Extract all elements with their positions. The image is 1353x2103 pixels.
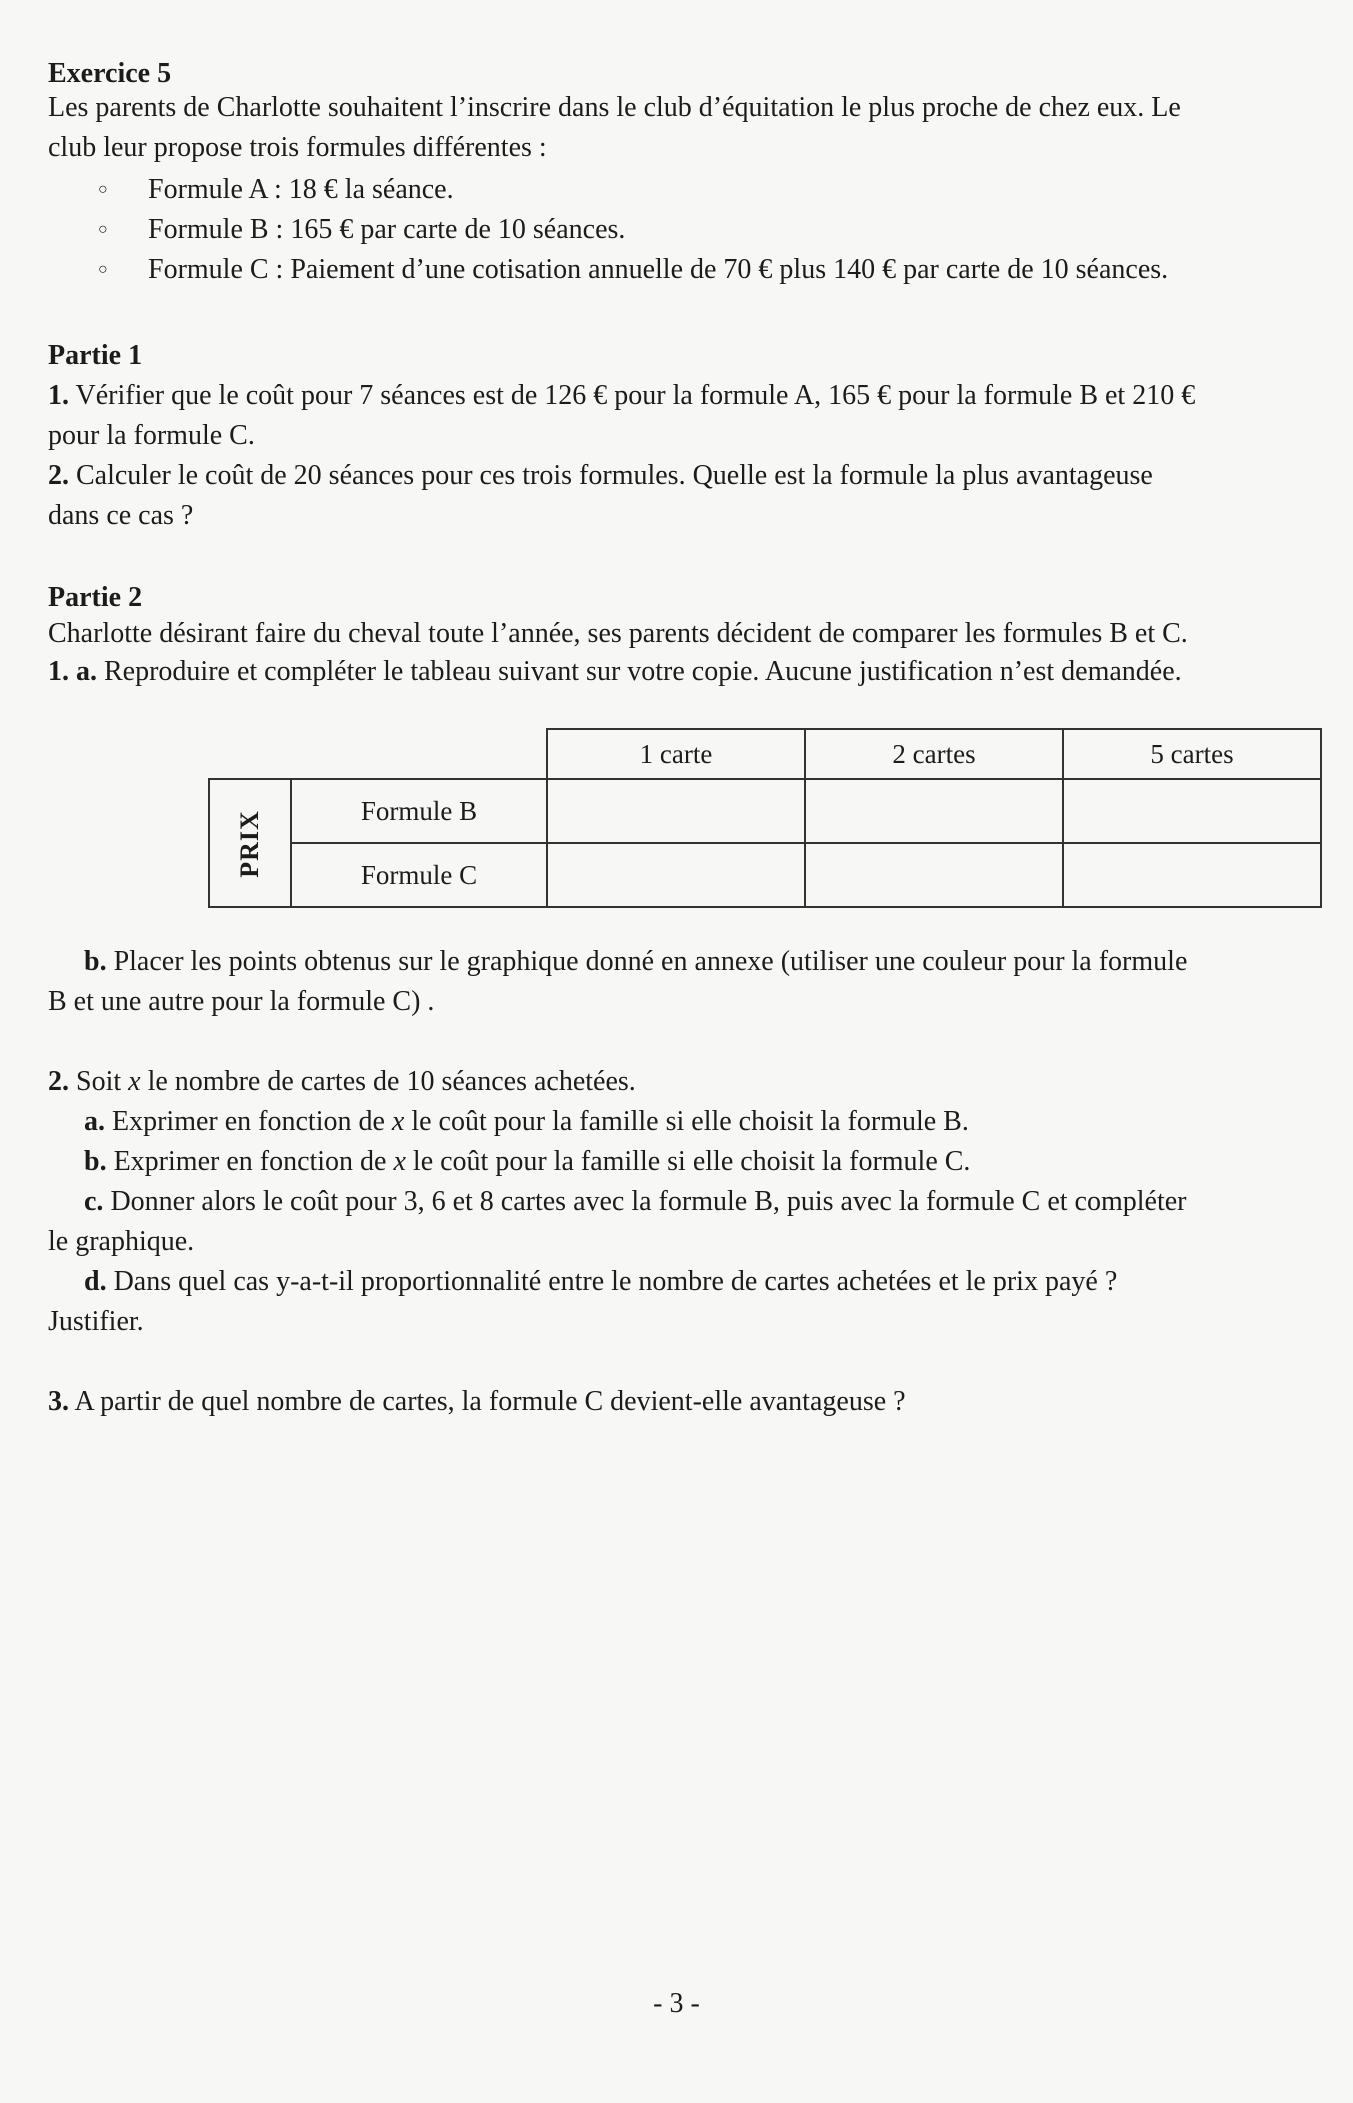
exercise-intro bbox=[48, 88, 1318, 168]
bullet-icon: ○ bbox=[98, 221, 108, 238]
price-table bbox=[208, 728, 1322, 908]
q-number: 2. bbox=[48, 1066, 69, 1097]
table-cell bbox=[805, 843, 1063, 907]
q2-line-2: dans ce cas ? bbox=[48, 500, 194, 531]
table-cell bbox=[805, 779, 1063, 843]
partie2-q1a bbox=[48, 652, 1318, 692]
q2d-line-1: Dans quel cas y-a-t-il proportionnalité entre le nombre de cartes achetées et le prix payé ? bbox=[113, 1266, 1118, 1297]
q-number: d. bbox=[84, 1266, 107, 1297]
formula-c: Formule C : Paiement d’une cotisation annuelle de 70 € plus 140 € par carte de 10 séances. bbox=[148, 254, 1169, 285]
row-label: Formule B bbox=[291, 779, 547, 843]
partie2-q2 bbox=[48, 1062, 1318, 1102]
partie2-q1b bbox=[48, 942, 1318, 1022]
variable-x: x bbox=[128, 1066, 141, 1097]
formula-a: Formule A : 18 € la séance. bbox=[148, 174, 454, 205]
q-number: 3. bbox=[48, 1386, 69, 1417]
side-label: PRIX bbox=[235, 809, 264, 878]
q-number: b. bbox=[84, 1146, 107, 1177]
table-row bbox=[209, 843, 1321, 907]
table-cell bbox=[547, 779, 805, 843]
q2b-pre: Exprimer en fonction de bbox=[113, 1146, 387, 1177]
q-number: 1. bbox=[48, 380, 69, 411]
partie2-q2c bbox=[48, 1182, 1318, 1262]
q1b-line-2: B et une autre pour la formule C) . bbox=[48, 986, 435, 1017]
bullet-icon: ○ bbox=[98, 181, 108, 198]
partie1-title: Partie 1 bbox=[48, 340, 143, 371]
list-item bbox=[88, 170, 1318, 210]
formula-list bbox=[88, 170, 1318, 290]
table-cell bbox=[1063, 843, 1321, 907]
formula-b: Formule B : 165 € par carte de 10 séances. bbox=[148, 214, 626, 245]
partie2-intro: Charlotte désirant faire du cheval toute l’année, ses parents décident de comparer les formules B et C. bbox=[48, 618, 1188, 649]
table-cell bbox=[1063, 779, 1321, 843]
exercise-title: Exercice 5 bbox=[48, 58, 172, 89]
q2-pre: Soit bbox=[76, 1066, 122, 1097]
q1-line-2: pour la formule C. bbox=[48, 420, 255, 451]
q2b-post: le coût pour la famille si elle choisit la formule C. bbox=[412, 1146, 971, 1177]
q2c-line-1: Donner alors le coût pour 3, 6 et 8 cartes avec la formule B, puis avec la formule C et compléter bbox=[110, 1186, 1187, 1217]
partie2-q2b bbox=[48, 1142, 1318, 1182]
q2a-post: le coût pour la famille si elle choisit la formule B. bbox=[411, 1106, 969, 1137]
column-header: 2 cartes bbox=[805, 729, 1063, 779]
q2a-pre: Exprimer en fonction de bbox=[112, 1106, 385, 1137]
partie2-q2d bbox=[48, 1262, 1318, 1342]
q1a-text: Reproduire et compléter le tableau suivant sur votre copie. Aucune justification n’est demandée. bbox=[104, 656, 1182, 687]
partie1-q1 bbox=[48, 376, 1318, 456]
list-item bbox=[88, 250, 1318, 290]
q3-text: A partir de quel nombre de cartes, la formule C devient-elle avantageuse ? bbox=[74, 1386, 906, 1417]
q-number: b. bbox=[84, 946, 107, 977]
q-number: c. bbox=[84, 1186, 104, 1217]
list-item bbox=[88, 210, 1318, 250]
q1-line-1: Vérifier que le coût pour 7 séances est de 126 € pour la formule A, 165 € pour la formule B et 210 € bbox=[75, 380, 1196, 411]
row-label: Formule C bbox=[291, 843, 547, 907]
q2-line-1: Calculer le coût de 20 séances pour ces trois formules. Quelle est la formule la plus avantageuse bbox=[76, 460, 1153, 491]
q-number: 1. a. bbox=[48, 656, 97, 687]
intro-line-1: Les parents de Charlotte souhaitent l’inscrire dans le club d’équitation le plus proche de chez eux. Le bbox=[48, 92, 1181, 123]
q2c-line-2: le graphique. bbox=[48, 1226, 195, 1257]
table-cell bbox=[547, 843, 805, 907]
q1b-line-1: Placer les points obtenus sur le graphique donné en annexe (utiliser une couleur pour la formule bbox=[113, 946, 1188, 977]
intro-line-2: club leur propose trois formules différentes : bbox=[48, 132, 547, 163]
side-label-cell bbox=[209, 779, 291, 907]
bullet-icon: ○ bbox=[98, 261, 108, 278]
page-number: - 3 - bbox=[653, 1988, 700, 2019]
q2d-line-2: Justifier. bbox=[48, 1306, 144, 1337]
q-number: a. bbox=[84, 1106, 105, 1137]
q-number: 2. bbox=[48, 460, 69, 491]
partie1-q2 bbox=[48, 456, 1318, 536]
table-corner bbox=[209, 729, 547, 779]
partie2-q3 bbox=[48, 1382, 1318, 1422]
table-row bbox=[209, 779, 1321, 843]
q2-post: le nombre de cartes de 10 séances achetées. bbox=[147, 1066, 636, 1097]
column-header: 5 cartes bbox=[1063, 729, 1321, 779]
variable-x: x bbox=[391, 1106, 405, 1137]
variable-x: x bbox=[393, 1146, 406, 1177]
partie2-title: Partie 2 bbox=[48, 582, 143, 613]
partie2-q2a bbox=[48, 1102, 1318, 1142]
column-header: 1 carte bbox=[547, 729, 805, 779]
